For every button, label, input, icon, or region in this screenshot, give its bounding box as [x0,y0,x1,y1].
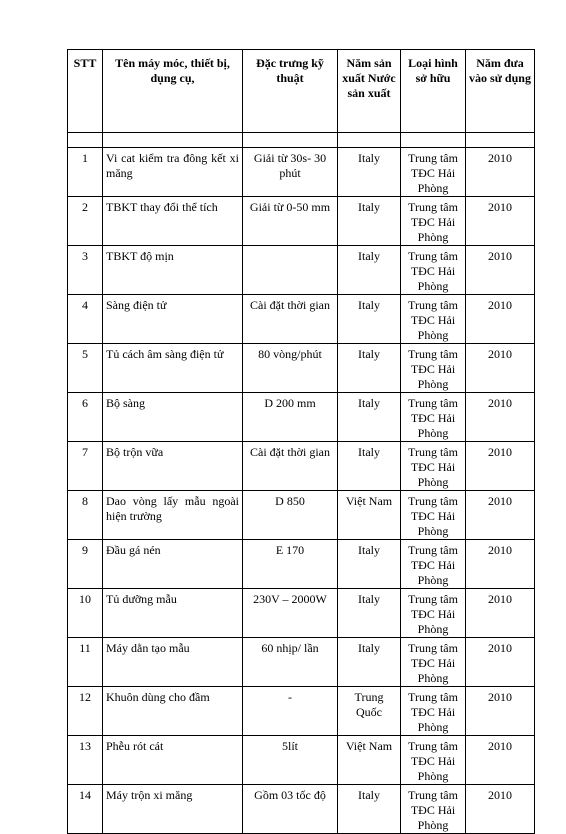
header-row [68,50,535,133]
cell-year-in-use: 2010 [466,491,535,540]
cell-technical-spec: Gồm 03 tốc độ [243,785,338,834]
cell-stt: 11 [68,638,103,687]
cell-technical-spec: Cài đặt thời gian [243,295,338,344]
cell-ownership: Trung tâm TĐC Hải Phòng [401,442,466,491]
table-row [68,589,535,638]
cell-ownership: Trung tâm TĐC Hải Phòng [401,148,466,197]
header-origin: Năm sản xuất Nước sản xuất [338,50,401,133]
spacer-row [68,133,535,148]
cell-stt: 5 [68,344,103,393]
equipment-table [67,49,535,834]
cell-equipment-name: TBKT độ mịn [103,246,243,295]
cell-year-in-use: 2010 [466,736,535,785]
cell-equipment-name: Tủ cách âm sàng điện tử [103,344,243,393]
table-row [68,295,535,344]
cell-technical-spec: E 170 [243,540,338,589]
cell-stt: 14 [68,785,103,834]
cell-origin: Italy [338,295,401,344]
cell-year-in-use: 2010 [466,246,535,295]
cell-origin: Trung Quốc [338,687,401,736]
cell-equipment-name: Bộ sàng [103,393,243,442]
cell-origin: Italy [338,246,401,295]
cell-stt: 12 [68,687,103,736]
cell-technical-spec: - [243,687,338,736]
spacer-cell [68,133,103,148]
cell-technical-spec: 80 vòng/phút [243,344,338,393]
cell-ownership: Trung tâm TĐC Hải Phòng [401,491,466,540]
cell-technical-spec: Giải từ 0-50 mm [243,197,338,246]
cell-equipment-name: Đầu gá nén [103,540,243,589]
table-row [68,344,535,393]
cell-equipment-name: Tủ dưỡng mẫu [103,589,243,638]
cell-stt: 10 [68,589,103,638]
table-row [68,197,535,246]
header-spec: Đặc trưng kỹ thuật [243,50,338,133]
table-row [68,687,535,736]
cell-ownership: Trung tâm TĐC Hải Phòng [401,197,466,246]
cell-technical-spec: 60 nhịp/ lần [243,638,338,687]
cell-equipment-name: Khuôn dùng cho đầm [103,687,243,736]
cell-equipment-name: Vi cat kiểm tra đông kết xi măng [103,148,243,197]
cell-origin: Italy [338,442,401,491]
cell-stt: 8 [68,491,103,540]
cell-equipment-name: Máy dằn tạo mẫu [103,638,243,687]
table-row [68,491,535,540]
header-stt: STT [68,50,103,133]
cell-ownership: Trung tâm TĐC Hải Phòng [401,687,466,736]
cell-year-in-use: 2010 [466,540,535,589]
cell-equipment-name: Máy trộn xi măng [103,785,243,834]
cell-equipment-name: Dao vòng lấy mẫu ngoài hiện trường [103,491,243,540]
cell-ownership: Trung tâm TĐC Hải Phòng [401,589,466,638]
cell-ownership: Trung tâm TĐC Hải Phòng [401,344,466,393]
table-row [68,540,535,589]
table-row [68,393,535,442]
cell-technical-spec: 5lít [243,736,338,785]
cell-equipment-name: TBKT thay đổi thể tích [103,197,243,246]
cell-year-in-use: 2010 [466,687,535,736]
cell-technical-spec: D 200 mm [243,393,338,442]
cell-origin: Italy [338,197,401,246]
cell-year-in-use: 2010 [466,785,535,834]
spacer-cell [466,133,535,148]
table-row [68,246,535,295]
cell-stt: 6 [68,393,103,442]
cell-origin: Italy [338,148,401,197]
cell-ownership: Trung tâm TĐC Hải Phòng [401,785,466,834]
cell-ownership: Trung tâm TĐC Hải Phòng [401,540,466,589]
cell-stt: 3 [68,246,103,295]
cell-technical-spec: D 850 [243,491,338,540]
cell-year-in-use: 2010 [466,295,535,344]
cell-origin: Italy [338,638,401,687]
cell-ownership: Trung tâm TĐC Hải Phòng [401,393,466,442]
cell-stt: 1 [68,148,103,197]
cell-stt: 13 [68,736,103,785]
spacer-cell [103,133,243,148]
cell-origin: Italy [338,540,401,589]
table-row [68,148,535,197]
cell-origin: Việt Nam [338,491,401,540]
cell-year-in-use: 2010 [466,344,535,393]
cell-ownership: Trung tâm TĐC Hải Phòng [401,246,466,295]
cell-origin: Italy [338,344,401,393]
cell-ownership: Trung tâm TĐC Hải Phòng [401,638,466,687]
spacer-cell [243,133,338,148]
cell-year-in-use: 2010 [466,638,535,687]
cell-stt: 4 [68,295,103,344]
header-owner: Loại hình sở hữu [401,50,466,133]
header-name: Tên máy móc, thiết bị, dụng cụ, [103,50,243,133]
cell-year-in-use: 2010 [466,589,535,638]
spacer-cell [338,133,401,148]
cell-origin: Italy [338,589,401,638]
cell-equipment-name: Sàng điện tử [103,295,243,344]
cell-ownership: Trung tâm TĐC Hải Phòng [401,295,466,344]
cell-origin: Italy [338,393,401,442]
header-year: Năm đưa vào sử dụng [466,50,535,133]
cell-stt: 2 [68,197,103,246]
cell-stt: 9 [68,540,103,589]
spacer-cell [401,133,466,148]
cell-technical-spec [243,246,338,295]
cell-equipment-name: Phễu rót cát [103,736,243,785]
table-row [68,442,535,491]
cell-year-in-use: 2010 [466,148,535,197]
cell-technical-spec: 230V – 2000W [243,589,338,638]
cell-year-in-use: 2010 [466,442,535,491]
cell-equipment-name: Bộ trộn vữa [103,442,243,491]
cell-stt: 7 [68,442,103,491]
table-row [68,785,535,834]
cell-technical-spec: Giải từ 30s- 30 phút [243,148,338,197]
table-row [68,638,535,687]
table-row [68,736,535,785]
cell-origin: Việt Nam [338,736,401,785]
cell-year-in-use: 2010 [466,393,535,442]
cell-ownership: Trung tâm TĐC Hải Phòng [401,736,466,785]
cell-origin: Italy [338,785,401,834]
cell-year-in-use: 2010 [466,197,535,246]
cell-technical-spec: Cài đặt thời gian [243,442,338,491]
